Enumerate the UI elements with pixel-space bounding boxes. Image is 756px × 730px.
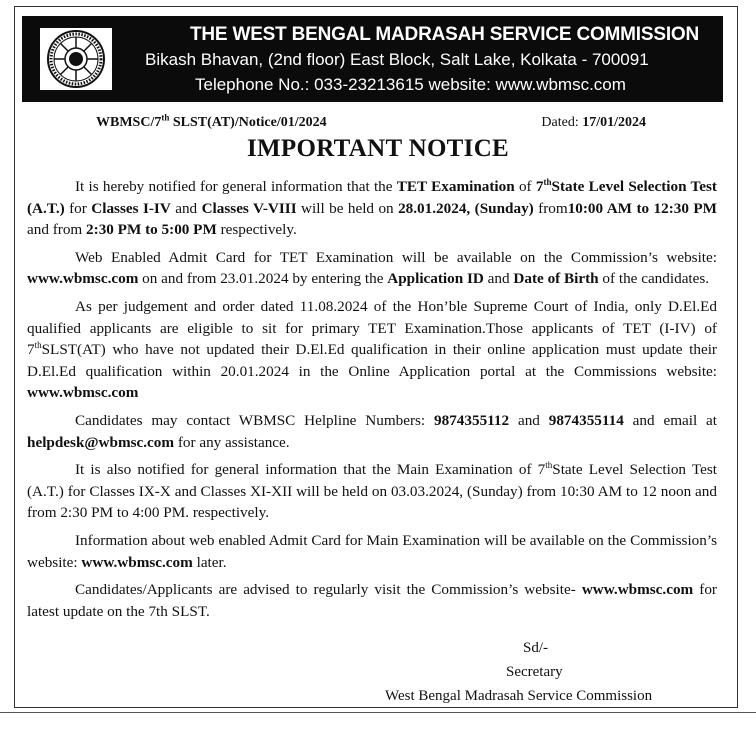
paragraph-helpline: Candidates may contact WBMSC Helpline Numbers: 9874355112 and 9874355114 and email at helpdesk@wbmsc.com for any assistance. bbox=[27, 411, 717, 451]
signature-organization: West Bengal Madrasah Service Commission bbox=[385, 688, 653, 704]
signature-designation: Secretary bbox=[506, 664, 563, 680]
letterhead bbox=[22, 16, 723, 102]
paragraph-admit-card: Web Enabled Admit Card for TET Examination will be available on the Commission’s website: www.wbmsc.com on and from 23.01.2024 by entering the Application ID and Date of Birth of the candidates. bbox=[27, 248, 717, 288]
commission-address: Bikash Bhavan, (2nd floor) East Block, Salt Lake, Kolkata - 700091 bbox=[145, 50, 649, 69]
paragraph-main-admit-card: Information about web enabled Admit Card for Main Examination will be available on the Commission’s website: www.wbmsc.com later. bbox=[27, 531, 717, 571]
paragraph-advisory: Candidates/Applicants are advised to regularly visit the Commission’s website- www.wbmsc.com for latest update on the 7th SLST. bbox=[27, 581, 717, 620]
memo-number: WBMSC/7th SLST(AT)/Notice/01/2024 bbox=[96, 112, 327, 130]
signature-sd: Sd/- bbox=[523, 640, 549, 656]
paragraph-deled-qualification: As per judgement and order dated 11.08.2024 of the Hon’ble Supreme Court of India, only D.El.Ed qualified applicants are eligible to sit for primary TET Examination.Those applicants of TET (I-IV) of 7thSLST(AT) who have not updated their D.El.Ed qualification in their online application must update their D.El.Ed qualification within 20.01.2024 in the Online Application portal at the Commissions website: www.wbmsc.com bbox=[27, 297, 717, 402]
paragraph-tet-schedule: It is hereby notified for general information that the TET Examination of 7thState Level Selection Test (A.T.) for Classes I-IV and Classes V-VIII will be held on 28.01.2024, (Sunday) from10:00 AM to 12:30 PM and from 2:30 PM to 5:00 PM respectively. bbox=[27, 176, 718, 239]
bottom-divider bbox=[0, 712, 756, 713]
commission-name: THE WEST BENGAL MADRASAH SERVICE COMMISSION bbox=[190, 24, 700, 45]
paragraph-main-exam: It is also notified for general information that the Main Examination of 7thState Level Selection Test (A.T.) for Classes IX-X and Classes XI-XII will be held on 03.03.2024, (Sunday) from 10:30 AM to 12 noon and from 2:30 PM to 4:00 PM. respectively. bbox=[27, 460, 717, 522]
reference-line bbox=[96, 112, 646, 131]
notice-body bbox=[27, 176, 717, 628]
commission-seal-icon bbox=[40, 28, 112, 90]
notice-document bbox=[14, 6, 738, 708]
commission-contact: Telephone No.: 033-23213615 website: www.wbmsc.com bbox=[195, 75, 626, 94]
notice-title: IMPORTANT NOTICE bbox=[246, 135, 510, 162]
notice-date: Dated: 17/01/2024 bbox=[541, 115, 646, 130]
